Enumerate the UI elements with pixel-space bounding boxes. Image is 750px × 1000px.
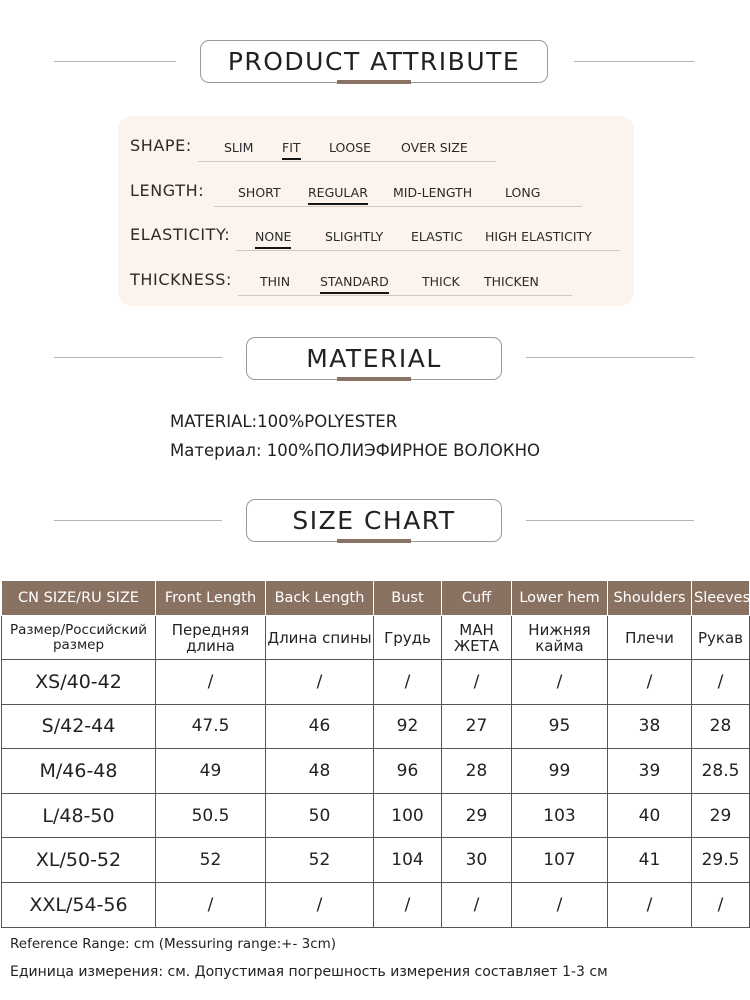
table-header-cell: Back Length [266, 581, 374, 616]
table-header-cell: Bust [374, 581, 442, 616]
table-cell: 48 [266, 749, 374, 794]
table-cell: 28 [442, 749, 512, 794]
table-cell: S/42-44 [2, 704, 156, 749]
table-cell: XS/40-42 [2, 660, 156, 705]
table-cell: 107 [512, 838, 608, 883]
section-title-material [246, 337, 502, 380]
table-cell: 30 [442, 838, 512, 883]
table-cell: 40 [608, 793, 692, 838]
table-cell: / [692, 660, 750, 705]
table-row [2, 838, 750, 883]
attribute-option-selected: FIT [282, 140, 301, 155]
attribute-option: SLIGHTLY [325, 229, 384, 244]
attribute-option: ELASTIC [411, 229, 463, 244]
table-header-cell: Lower hem [512, 581, 608, 616]
attribute-row-elasticity [118, 215, 634, 245]
table-row [2, 660, 750, 705]
table-cell: Длина спины [266, 616, 374, 660]
table-cell: 52 [156, 838, 266, 883]
table-cell: / [512, 660, 608, 705]
table-cell: / [512, 882, 608, 927]
table-cell: 41 [608, 838, 692, 883]
table-cell: 100 [374, 793, 442, 838]
title-underbar [337, 539, 411, 543]
table-cell: 29 [442, 793, 512, 838]
reference-note-english: Reference Range: cm (Messuring range:+- 3cm) [10, 936, 337, 952]
table-row [2, 749, 750, 794]
table-cell: 50 [266, 793, 374, 838]
table-cell: 47.5 [156, 704, 266, 749]
table-cell: 99 [512, 749, 608, 794]
table-cell: 50.5 [156, 793, 266, 838]
table-cell: 92 [374, 704, 442, 749]
divider-line [54, 61, 176, 62]
table-cell: / [608, 660, 692, 705]
attribute-underline [236, 250, 620, 251]
table-cell: / [608, 882, 692, 927]
table-cell: МАН ЖЕТА [442, 616, 512, 660]
table-row [2, 793, 750, 838]
table-cell: Размер/Российский размер [2, 616, 156, 660]
attribute-option: SLIM [224, 140, 254, 155]
divider-line [526, 357, 694, 358]
table-cell: L/48-50 [2, 793, 156, 838]
table-cell: Грудь [374, 616, 442, 660]
attribute-label: THICKNESS: [130, 270, 232, 289]
table-cell: / [442, 660, 512, 705]
attribute-option: LOOSE [329, 140, 372, 155]
table-cell: 52 [266, 838, 374, 883]
table-row [2, 882, 750, 927]
table-header-cell: CN SIZE/RU SIZE [2, 581, 156, 616]
table-cell: 104 [374, 838, 442, 883]
attribute-option: HIGH ELASTICITY [485, 229, 592, 244]
table-cell: / [266, 882, 374, 927]
attribute-row-thickness [118, 260, 634, 290]
table-cell: 28 [692, 704, 750, 749]
table-cell: / [442, 882, 512, 927]
divider-line [526, 520, 694, 521]
attribute-label: SHAPE: [130, 136, 192, 155]
table-cell: / [692, 882, 750, 927]
attribute-option: THICK [422, 274, 460, 289]
table-cell: / [156, 882, 266, 927]
attribute-option: THICKEN [484, 274, 539, 289]
divider-line [574, 61, 694, 62]
attribute-row-shape [118, 126, 634, 156]
section-title-text: SIZE CHART [292, 506, 456, 535]
table-cell: 49 [156, 749, 266, 794]
section-title-size-chart [246, 499, 502, 542]
title-underbar [337, 80, 411, 84]
table-cell: 96 [374, 749, 442, 794]
table-cell: / [156, 660, 266, 705]
table-cell: XL/50-52 [2, 838, 156, 883]
attribute-label: ELASTICITY: [130, 225, 231, 244]
attribute-option: LONG [505, 185, 541, 200]
attribute-option-selected: NONE [255, 229, 292, 244]
table-cell: 27 [442, 704, 512, 749]
table-header-cell: Sleeves [692, 581, 750, 616]
attribute-option: OVER SIZE [401, 140, 468, 155]
attribute-underline [238, 295, 572, 296]
table-cell: Рукав [692, 616, 750, 660]
divider-line [54, 357, 222, 358]
attribute-option-selected: STANDARD [320, 274, 389, 289]
table-cell: / [374, 660, 442, 705]
table-cell: 29.5 [692, 838, 750, 883]
table-cell: / [374, 882, 442, 927]
table-cell: 28.5 [692, 749, 750, 794]
table-cell: XXL/54-56 [2, 882, 156, 927]
table-cell: M/46-48 [2, 749, 156, 794]
section-title-text: PRODUCT ATTRIBUTE [227, 47, 521, 76]
attribute-underline [214, 206, 582, 207]
attribute-option: SHORT [238, 185, 281, 200]
table-header-ru-row [2, 616, 750, 660]
title-underbar [337, 377, 411, 381]
table-cell: 46 [266, 704, 374, 749]
table-cell: 95 [512, 704, 608, 749]
table-cell: 38 [608, 704, 692, 749]
reference-note-russian: Единица измерения: см. Допустимая погрешность измерения составляет 1-3 см [10, 964, 608, 980]
table-row [2, 704, 750, 749]
attribute-option-selected: REGULAR [308, 185, 368, 200]
table-cell: Передняя длина [156, 616, 266, 660]
table-header-cell: Shoulders [608, 581, 692, 616]
attribute-option: THIN [260, 274, 291, 289]
table-cell: 103 [512, 793, 608, 838]
table-cell: Плечи [608, 616, 692, 660]
table-cell: Нижняя кайма [512, 616, 608, 660]
section-title-attribute [200, 40, 548, 83]
table-header-cell: Cuff [442, 581, 512, 616]
divider-line [54, 520, 222, 521]
attribute-underline [198, 161, 496, 162]
section-title-text: MATERIAL [306, 344, 442, 373]
size-chart-table [1, 580, 750, 928]
attribute-row-length [118, 171, 634, 201]
attribute-option: MID-LENGTH [393, 185, 473, 200]
material-russian: Материал: 100%ПОЛИЭФИРНОЕ ВОЛОКНО [170, 441, 540, 460]
table-cell: 29 [692, 793, 750, 838]
table-header-row [2, 581, 750, 616]
material-english: MATERIAL:100%POLYESTER [170, 412, 398, 431]
table-cell: / [266, 660, 374, 705]
table-header-cell: Front Length [156, 581, 266, 616]
attribute-panel [118, 116, 634, 306]
table-cell: 39 [608, 749, 692, 794]
attribute-label: LENGTH: [130, 181, 205, 200]
